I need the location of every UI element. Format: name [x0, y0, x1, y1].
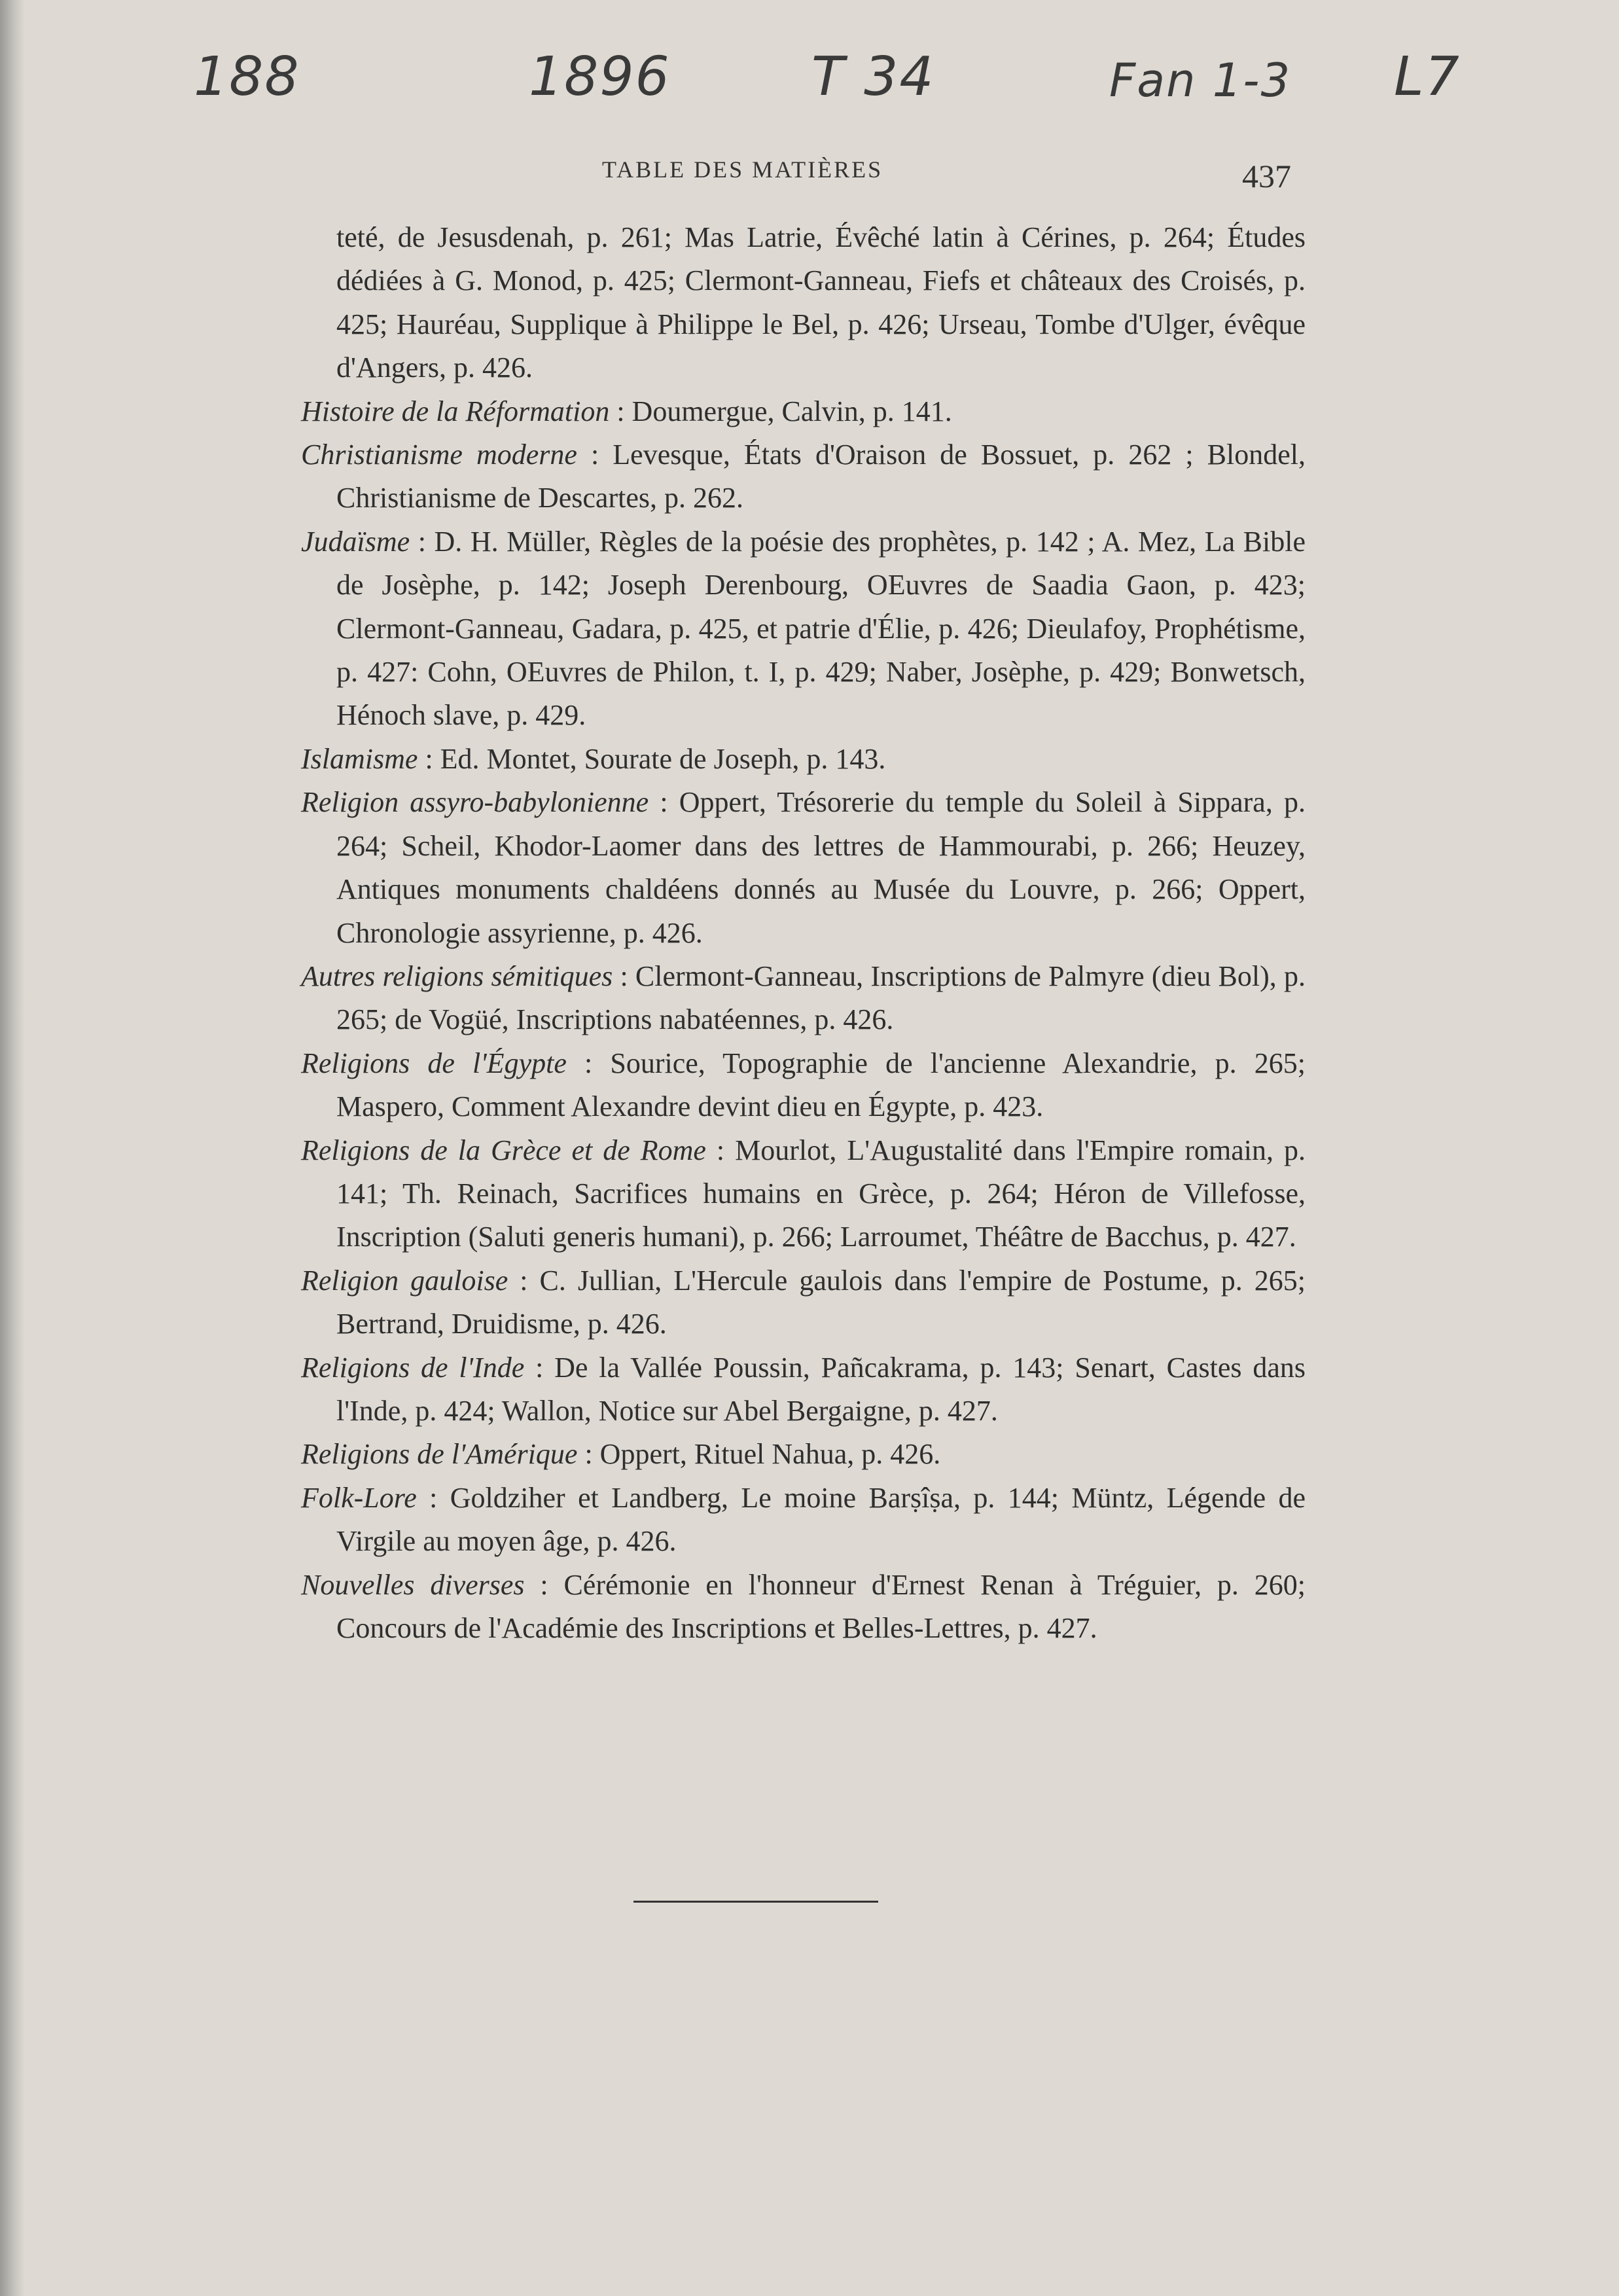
- entry-topic: Folk-Lore: [301, 1481, 417, 1514]
- entry-topic: Christianisme moderne: [301, 439, 577, 471]
- toc-entry: [301, 1433, 1306, 1476]
- toc-entry: [301, 520, 1306, 738]
- entry-topic: Nouvelles diverses: [301, 1568, 525, 1601]
- toc-entry: [301, 1477, 1306, 1564]
- entry-topic: Religions de l'Amérique: [301, 1438, 578, 1471]
- entry-topic: Autres religions sémitiques: [301, 960, 613, 992]
- entry-topic: Islamisme: [301, 742, 418, 775]
- toc-entry: [301, 738, 1306, 781]
- entry-topic: Histoire de la Réformation: [301, 395, 610, 427]
- entry-text: : Doumergue, Calvin, p. 141.: [609, 395, 952, 427]
- entry-text: : Clermont-Ganneau, Inscriptions de Palmyre (dieu Bol), p. 265; de Vogüé, Inscriptions nabatéennes, p. 426.: [336, 960, 1306, 1036]
- entry-text: : Mourlot, L'Augustalité dans l'Empire romain, p. 141; Th. Reinach, Sacrifices humains en Grèce, p. 264; Héron de Villefosse, Inscription (Saluti generis humani), p. 266; Larroumet, Théâtre de Bacchus, p. 427.: [336, 1134, 1306, 1253]
- toc-entry: [301, 1042, 1306, 1129]
- page-number: 437: [1242, 158, 1291, 194]
- entry-text: : Oppert, Rituel Nahua, p. 426.: [577, 1438, 941, 1471]
- toc-entry: [301, 781, 1306, 955]
- toc-entry: [301, 1259, 1306, 1346]
- table-of-contents-body: [301, 216, 1306, 1650]
- entry-topic: Religions de l'Inde: [301, 1351, 525, 1384]
- handwritten-annotation: T 34: [811, 46, 935, 108]
- entry-topic: Religions de l'Égypte: [301, 1047, 567, 1079]
- entry-text: : Sourice, Topographie de l'ancienne Alexandrie, p. 265; Maspero, Comment Alexandre devint dieu en Égypte, p. 423.: [336, 1047, 1306, 1123]
- toc-entry: [301, 390, 1306, 433]
- handwritten-annotation: 188: [194, 46, 300, 108]
- handwritten-annotation: Fan 1-3: [1109, 54, 1292, 107]
- running-head: TABLE DES MATIÈRES: [602, 156, 883, 183]
- entry-text: : C. Jullian, L'Hercule gaulois dans l'empire de Postume, p. 265; Bertrand, Druidisme, p. 426.: [336, 1264, 1306, 1340]
- entry-topic: Religion assyro-babylonienne: [301, 786, 649, 819]
- entry-text: teté, de Jesusdenah, p. 261; Mas Latrie, Évêché latin à Cérines, p. 264; Études dédiées à G. Monod, p. 425; Clermont-Ganneau, Fiefs et châteaux des Croisés, p. 425; Hauréau, Supplique à Philippe le Bel, p. 426; Urseau, Tombe d'Ulger, évêque d'Angers, p. 426.: [336, 221, 1306, 384]
- toc-entry: [301, 1129, 1306, 1259]
- entry-text: : De la Vallée Poussin, Pañcakrama, p. 143; Senart, Castes dans l'Inde, p. 424; Wallon, Notice sur Abel Bergaigne, p. 427.: [336, 1351, 1306, 1427]
- toc-entry: [301, 1346, 1306, 1433]
- entry-text: : D. H. Müller, Règles de la poésie des prophètes, p. 142 ; A. Mez, La Bible de Josèphe, p. 142; Joseph Derenbourg, OEuvres de Saadia Gaon, p. 423; Clermont-Ganneau, Gadara, p. 425, et patrie d'Élie, p. 426; Dieulafoy, Prophétisme, p. 427: Cohn, OEuvres de Philon, t. I, p. 429; Naber, Josèphe, p. 429; Bonwetsch, Hénoch slave, p. 429.: [336, 525, 1306, 732]
- entry-topic: Religion gauloise: [301, 1264, 508, 1297]
- toc-entry: [301, 216, 1306, 390]
- handwritten-annotation: 1896: [529, 46, 671, 108]
- book-spine-shadow: [0, 0, 25, 2296]
- toc-entry: [301, 955, 1306, 1042]
- entry-topic: Religions de la Grèce et de Rome: [301, 1134, 706, 1166]
- entry-text: : Ed. Montet, Sourate de Joseph, p. 143.: [418, 742, 886, 775]
- handwritten-annotation: L7: [1394, 46, 1461, 108]
- entry-topic: Judaïsme: [301, 525, 410, 558]
- toc-entry: [301, 433, 1306, 520]
- toc-entry: [301, 1564, 1306, 1651]
- entry-text: : Oppert, Trésorerie du temple du Soleil à Sippara, p. 264; Scheil, Khodor-Laomer dans des lettres de Hammourabi, p. 266; Heuzey, Antiques monuments chaldéens donnés au Musée du Louvre, p. 266; Oppert, Chronologie assyrienne, p. 426.: [336, 786, 1306, 949]
- end-rule: [633, 1901, 878, 1903]
- entry-text: : Goldziher et Landberg, Le moine Barṣîṣa, p. 144; Müntz, Légende de Virgile au moyen âge, p. 426.: [336, 1481, 1306, 1558]
- entry-text: : Levesque, États d'Oraison de Bossuet, p. 262 ; Blondel, Christianisme de Descartes, p. 262.: [336, 439, 1306, 514]
- entry-text: : Cérémonie en l'honneur d'Ernest Renan à Tréguier, p. 260; Concours de l'Académie des Inscriptions et Belles-Lettres, p. 427.: [336, 1568, 1306, 1644]
